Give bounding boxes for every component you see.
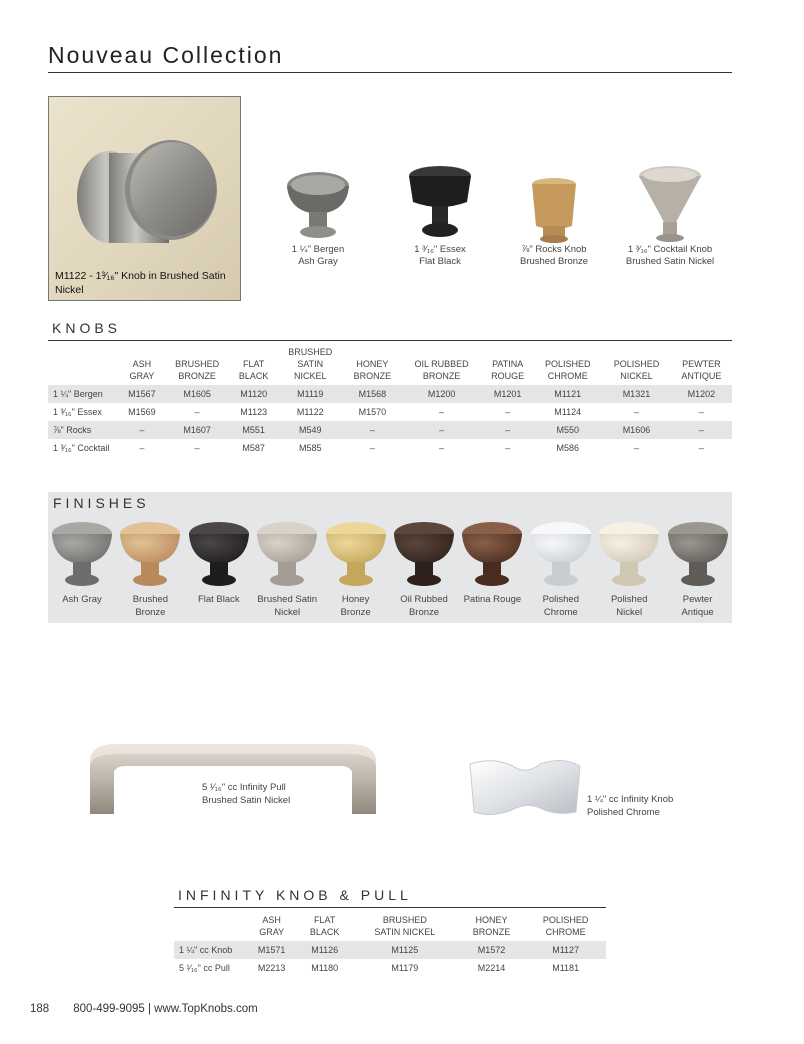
- column-header: PEWTER ANTIQUE: [681, 359, 722, 381]
- featured-knob-essex: [400, 164, 480, 268]
- table-cell: –: [344, 421, 402, 439]
- page-number: 188: [30, 1003, 50, 1015]
- finish-knob-icon: [51, 520, 113, 590]
- table-cell: M1123: [240, 407, 268, 417]
- rocks-knob-icon: [529, 176, 579, 244]
- table-cell: –: [139, 443, 145, 453]
- table-cell: M1567: [120, 385, 164, 403]
- finish-name: Pewter: [682, 594, 713, 605]
- table-cell: –: [505, 443, 511, 453]
- table-row: [48, 385, 732, 403]
- finish-swatch: [664, 520, 732, 619]
- table-cell: –: [633, 407, 639, 417]
- finish-name-line2: Antique: [681, 607, 714, 618]
- finish-name: Polished: [610, 594, 648, 605]
- table-cell: –: [671, 421, 732, 439]
- column-header: BRUSHED SATIN NICKEL: [288, 347, 333, 381]
- table-cell: M587: [242, 443, 265, 453]
- table-cell: –: [369, 443, 375, 453]
- column-header: [48, 346, 120, 385]
- finish-knob-icon: [598, 520, 660, 590]
- featured-knob-size: 1 ¼" Bergen: [291, 244, 345, 255]
- featured-knob-finish: Brushed Satin Nickel: [625, 256, 715, 267]
- table-cell: M1126: [297, 941, 352, 959]
- table-cell: M1121: [533, 385, 602, 403]
- table-cell: M1569: [128, 407, 156, 417]
- table-cell: M1201: [482, 385, 533, 403]
- finishes-section-label: FINISHES: [53, 495, 150, 511]
- finish-name: Brushed Satin: [257, 594, 318, 605]
- finish-knob-icon: [188, 520, 250, 590]
- row-label: ⅞" Rocks: [48, 421, 120, 439]
- table-cell: –: [401, 421, 482, 439]
- finish-knob-icon: [393, 520, 455, 590]
- finish-swatch: [322, 520, 390, 619]
- table-cell: M1122: [296, 407, 324, 417]
- row-label: 1 ¼" cc Knob: [174, 941, 246, 959]
- finish-name-line2: Bronze: [340, 607, 371, 618]
- table-cell: M1202: [671, 385, 732, 403]
- bergen-knob-icon: [285, 168, 351, 244]
- table-cell: –: [698, 407, 704, 417]
- table-cell: M1119: [277, 385, 344, 403]
- column-header: FLAT BLACK: [238, 359, 269, 381]
- pull-size: 5 ¹⁄₁₆" cc Infinity Pull: [202, 782, 286, 793]
- table-cell: –: [505, 407, 511, 417]
- table-cell: M1179: [391, 963, 419, 973]
- page-footer: [30, 1003, 282, 1015]
- table-row: [48, 439, 732, 457]
- table-cell: M1321: [602, 385, 671, 403]
- table-cell: M585: [299, 443, 322, 453]
- column-header: POLISHED NICKEL: [613, 359, 660, 381]
- table-cell: M1606: [602, 421, 671, 439]
- table-row: [48, 403, 732, 421]
- table-cell: –: [482, 421, 533, 439]
- infinity-knob-size: 1 ¼" cc Infinity Knob: [587, 794, 674, 805]
- column-header: FLAT BLACK: [309, 915, 340, 937]
- knobs-section-label: KNOBS: [52, 320, 122, 336]
- finish-name: Ash Gray: [62, 594, 102, 605]
- column-header: ASH GRAY: [259, 915, 285, 937]
- infinity-table: [174, 914, 606, 977]
- finish-name: Polished: [542, 594, 580, 605]
- table-cell: M1605: [164, 385, 231, 403]
- table-cell: M1571: [246, 941, 297, 959]
- column-header: POLISHED CHROME: [544, 359, 591, 381]
- finish-swatch: [253, 520, 321, 619]
- table-row: [174, 941, 606, 959]
- table-row: [48, 421, 732, 439]
- infinity-section-label: INFINITY KNOB & PULL: [178, 887, 412, 903]
- title-divider: [48, 72, 732, 73]
- essex-knob-icon: [407, 164, 473, 244]
- column-header: BRUSHED BRONZE: [175, 359, 220, 381]
- finish-knob-icon: [119, 520, 181, 590]
- finish-name-line2: Bronze: [135, 607, 166, 618]
- row-label: 1 ¼" Bergen: [48, 385, 120, 403]
- column-header: HONEY BRONZE: [472, 915, 511, 937]
- featured-knob-size: ⅞" Rocks Knob: [521, 244, 587, 255]
- table-cell: M1120: [230, 385, 277, 403]
- table-cell: M1570: [358, 407, 387, 417]
- finish-name-line2: Nickel: [274, 607, 301, 618]
- table-cell: –: [194, 443, 200, 453]
- table-cell: –: [194, 407, 200, 417]
- finish-swatch: [116, 520, 184, 619]
- featured-knob-finish: Brushed Bronze: [519, 256, 589, 267]
- cocktail-knob-icon: [637, 164, 703, 244]
- column-header: PATINA ROUGE: [491, 359, 525, 381]
- finish-knob-icon: [461, 520, 523, 590]
- table-cell: M2213: [257, 963, 286, 973]
- finish-swatch: [390, 520, 458, 619]
- finish-knob-icon: [530, 520, 592, 590]
- finish-swatch: [527, 520, 595, 619]
- table-row: [174, 959, 606, 977]
- table-cell: M1125: [352, 941, 458, 959]
- finish-name-line2: Chrome: [543, 607, 578, 618]
- featured-knob-bergen: [278, 168, 358, 268]
- finish-name-line2: Bronze: [408, 607, 440, 618]
- finish-name-line2: Nickel: [616, 607, 643, 618]
- finish-knob-icon: [256, 520, 318, 590]
- finish-knob-icon: [325, 520, 387, 590]
- table-cell: –: [633, 443, 639, 453]
- knobs-divider: [48, 340, 732, 341]
- table-cell: M1200: [401, 385, 482, 403]
- infinity-knob-icon: [466, 756, 582, 818]
- featured-knob-finish: Ash Gray: [298, 256, 338, 267]
- column-header: [174, 914, 246, 941]
- featured-knob-cocktail: [620, 164, 720, 268]
- hero-caption: M1122 - 1³⁄₁₆" Knob in Brushed Satin Nickel: [55, 270, 226, 296]
- table-cell: –: [439, 407, 445, 417]
- table-cell: M1181: [552, 963, 580, 973]
- column-header: HONEY BRONZE: [353, 359, 392, 381]
- page-title: Nouveau Collection: [48, 42, 284, 68]
- column-header: POLISHED CHROME: [542, 915, 589, 937]
- finish-swatch: [48, 520, 116, 606]
- table-cell: M586: [556, 443, 579, 453]
- table-cell: M1124: [554, 407, 582, 417]
- finish-name: Brushed: [132, 594, 169, 605]
- column-header: BRUSHED SATIN NICKEL: [374, 915, 436, 937]
- featured-knob-rocks: [514, 176, 594, 268]
- table-cell: M549: [277, 421, 344, 439]
- contact-info: 800-499-9095 | www.TopKnobs.com: [73, 1003, 258, 1015]
- infinity-divider: [174, 907, 606, 908]
- table-cell: –: [698, 443, 704, 453]
- infinity-knob-finish: Polished Chrome: [587, 807, 660, 818]
- table-cell: –: [120, 421, 164, 439]
- featured-knob-size: 1 ³⁄₁₆" Essex: [414, 244, 466, 255]
- hero-photo: [48, 96, 241, 301]
- column-header: OIL RUBBED BRONZE: [414, 359, 469, 381]
- finish-swatch: [185, 520, 253, 606]
- table-cell: M1607: [164, 421, 231, 439]
- infinity-table-header: [174, 914, 606, 941]
- finish-swatch: [595, 520, 663, 619]
- column-header: ASH GRAY: [129, 359, 155, 381]
- row-label: 5 ¹⁄₁₆" cc Pull: [179, 963, 230, 973]
- table-cell: M1572: [458, 941, 526, 959]
- knobs-table: [48, 346, 732, 457]
- finish-knob-icon: [667, 520, 729, 590]
- table-cell: M1127: [525, 941, 606, 959]
- finish-swatch: [458, 520, 526, 606]
- featured-knob-size: 1 ³⁄₁₆" Cocktail Knob: [627, 244, 713, 255]
- table-cell: –: [439, 443, 445, 453]
- table-cell: M1180: [311, 963, 339, 973]
- finish-name: Oil Rubbed: [400, 594, 448, 605]
- featured-knob-finish: Flat Black: [419, 256, 461, 267]
- infinity-knob-caption: [587, 793, 673, 819]
- finish-name: Honey: [341, 594, 370, 605]
- row-label: 1 ³⁄₁₆" Essex: [53, 407, 102, 417]
- finish-name: Patina Rouge: [463, 594, 522, 605]
- table-cell: M551: [230, 421, 277, 439]
- pull-caption: [202, 781, 290, 807]
- knobs-table-header: [48, 346, 732, 385]
- finish-name: Flat Black: [197, 594, 240, 605]
- row-label: 1 ³⁄₁₆" Cocktail: [53, 443, 110, 453]
- table-cell: M550: [533, 421, 602, 439]
- pull-finish: Brushed Satin Nickel: [202, 795, 291, 806]
- table-cell: M2214: [477, 963, 506, 973]
- table-cell: M1568: [344, 385, 402, 403]
